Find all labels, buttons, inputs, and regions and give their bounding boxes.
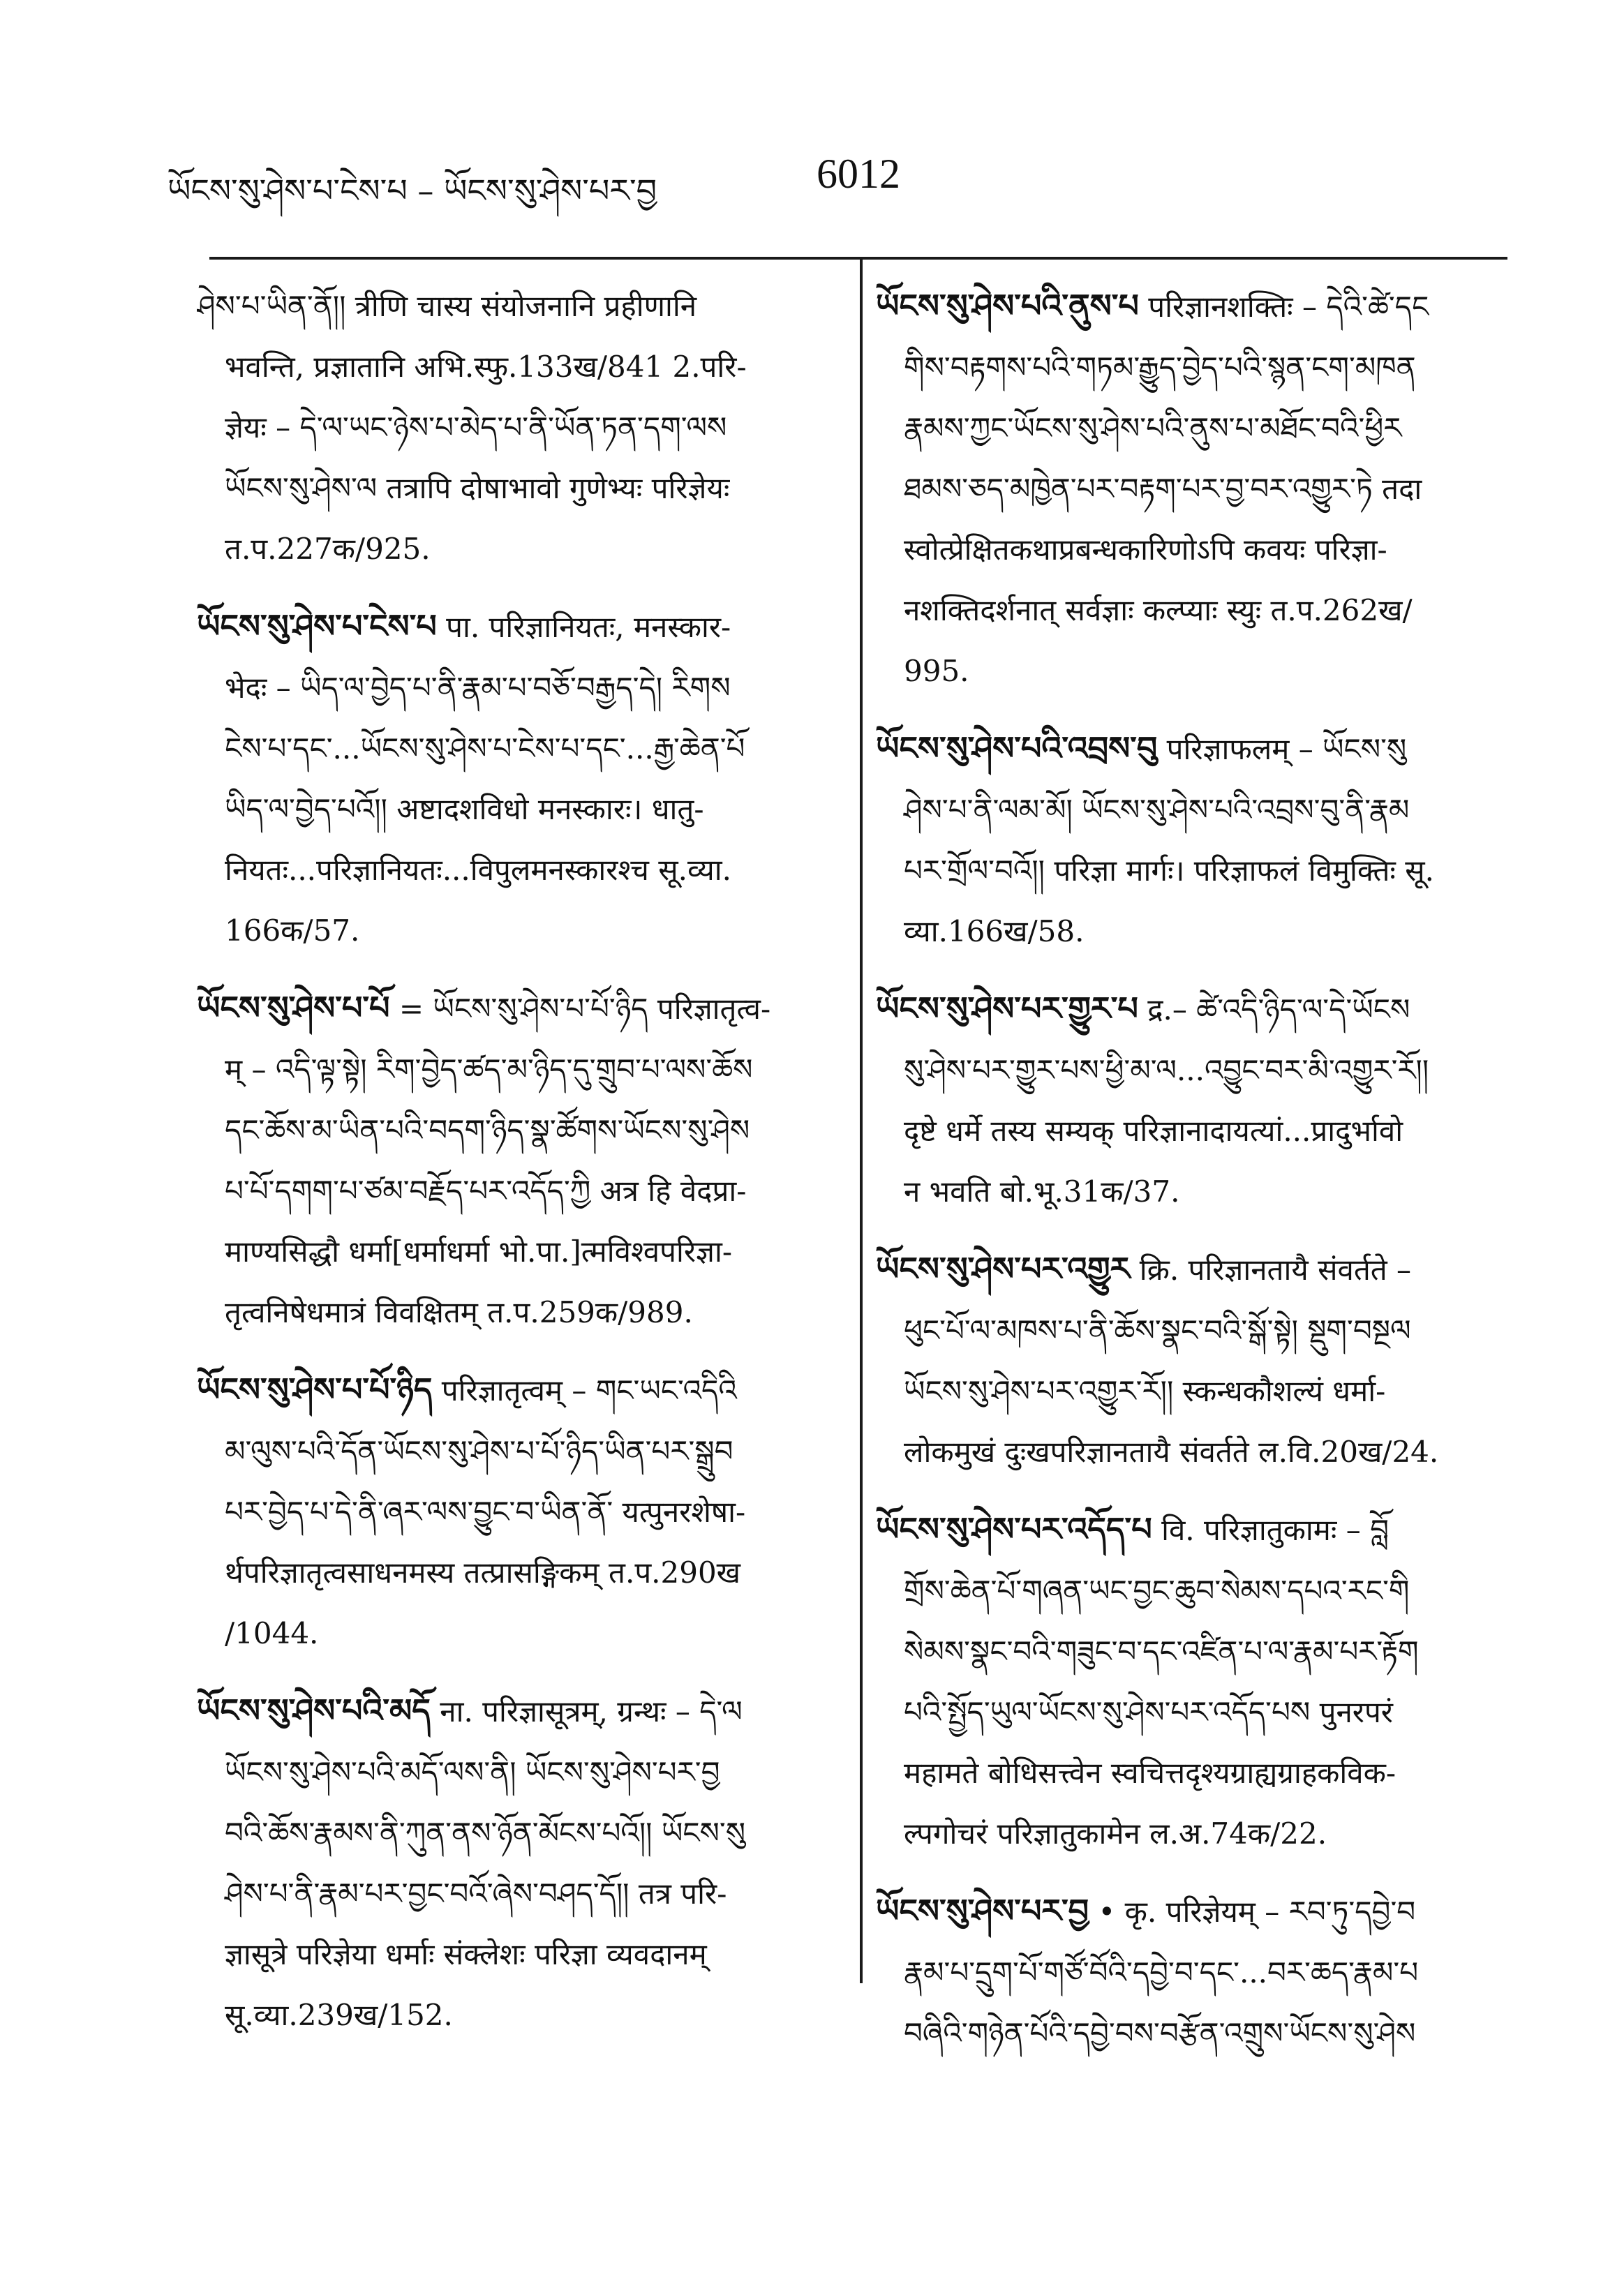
entry-line [197,1221,828,1282]
entry-line [876,337,1511,398]
entry-line [876,1100,1511,1161]
entry-text: ཐམས་ཅད་མཁྱེན་པར་བརྟག་པར་བྱ་བར་འགྱུར་ཏེ तदा [904,472,1422,506]
entry-headword: ཡོངས་སུ་ཤེས་པ་ངེས་པ [197,607,437,645]
entry-line [876,840,1511,901]
entry-text: सू.व्या.239ख/152. [225,1998,453,2032]
entry-text: ཡོངས་སུ་ཤེས་པར་འགྱུར་རོ།། स्कन्धकौशल्यं धर्मा- [904,1374,1386,1408]
entry-text: /1044. [225,1616,319,1650]
entry-line [876,1040,1511,1100]
entry-line [197,1160,828,1221]
entry-line [197,779,828,839]
entry-text: ཤེས་པ་ཡིན་ནོ།། त्रीणि चास्य संयोजनानि प्रहीणानि [197,289,697,323]
entry-text: གིས་བརྟགས་པའི་གཏམ་རྒྱུད་བྱེད་པའི་སྙན་ངག་མཁན [904,350,1416,385]
entry-text: भेदः – ཡིད་ལ་བྱེད་པ་ནི་རྣམ་པ་བཅོ་བརྒྱད་དེ། རིགས [225,671,731,705]
entry-line [197,657,828,718]
entry-text: द्र.– ཚེ་འདི་ཉིད་ལ་དེ་ཡོངས [1147,992,1410,1027]
entry-text: པ་པོ་དགག་པ་ཙམ་བརྗོད་པར་འདོད་ཀྱི अत्र हि वेदप्रा- [225,1174,747,1208]
entry-line [197,1603,828,1664]
entry-text: ཡིད་ལ་བྱེད་པའོ།། अष्टादशविधो मनस्कारः। धातु- [225,792,704,826]
entry-text: महामते बोधिसत्त्वेन स्वचित्तदृश्यग्राह्यग्राहकविक- [904,1756,1396,1790]
entry-line [197,1421,828,1481]
entry-line [876,1300,1511,1361]
entry-line [876,276,1511,337]
entry-text: नियतः...परिज्ञानियतः...विपुलमनस्कारश्च सू.व्या. [225,853,731,887]
entry-text: རྣམས་ཀྱང་ཡོངས་སུ་ཤེས་པའི་ནུས་པ་མཐོང་བའི་ཕྱིར [904,411,1402,445]
dictionary-entry [197,1680,828,2045]
entry-line [876,1942,1511,2003]
entry-headword: ཡོངས་སུ་ཤེས་པ་པོ [197,989,390,1027]
entry-text: ངེས་པ་དང་...ཡོངས་སུ་ཤེས་པ་ངེས་པ་དང་...རྒྱ་ཆེན་པོ [225,731,745,766]
entry-text: न भवति बो.भू.31क/37. [904,1174,1180,1209]
entry-text: རྣམ་པ་དྲུག་པོ་གཙོ་བོའི་དབྱེ་བ་དང་...བར་ཆད་རྣམ་པ [904,1955,1419,1990]
dictionary-entry [197,1359,828,1664]
entry-headword: ཡོངས་སུ་ཤེས་པའི་མདོ [197,1692,431,1729]
entry-text: तृत्वनिषेधमात्रं विवक्षितम् त.प.259क/989. [225,1295,693,1329]
entry-line [876,458,1511,519]
entry-line [876,1881,1511,1942]
entry-text: ཕུང་པོ་ལ་མཁས་པ་ནི་ཆོས་སྣང་བའི་སྒོ་སྟེ། སྡུག་བསྔལ [904,1313,1411,1348]
entry-line [197,718,828,779]
entry-line [197,458,828,518]
entry-text: र्थपरिज्ञातृत्वसाधनमस्य तत्प्रासङ्गिकम् त.प.290ख [225,1555,741,1590]
entry-text: दृष्टे धर्मे तस्य सम्यक् परिज्ञानादायत्यां...प्रादुर्भावो [904,1114,1403,1148]
entry-text: པའི་སྤྱོད་ཡུལ་ཡོངས་སུ་ཤེས་པར་འདོད་པས पुनरपरं [904,1695,1393,1729]
entry-text: स्वोत्प्रेक्षितकथाप्रबन्धकारिणोऽपि कवयः परिज्ञा- [904,532,1387,567]
page-number: 6012 [817,151,900,197]
dictionary-entry [197,978,828,1343]
entry-line [876,1621,1511,1682]
entry-headword: ཡོངས་སུ་ཤེས་པའི་འབྲས་བུ [876,729,1158,767]
entry-line [876,398,1511,458]
entry-line [197,900,828,961]
entry-text: म् – འདི་ལྟ་སྟེ། རིག་བྱེད་ཚད་མ་ཉིད་དུ་གྲུབ་པ་ལས་ཆོས [225,1052,753,1087]
entry-line [197,397,828,458]
entry-text: लोकमुखं दुःखपरिज्ञानतायै संवर्तते ल.वि.20ख/24. [904,1435,1439,1469]
entry-text: ज्ञेयः – དེ་ལ་ཡང་ཉེས་པ་མེད་པ་ནི་ཡོན་ཏན་དག་ལས [225,410,727,445]
entry-text: ཤེས་པ་ནི་རྣམ་པར་བྱང་བའོ་ཞེས་བཤད་དོ།། तत्र परि- [225,1876,727,1911]
entry-line [197,1924,828,1985]
entry-headword: ཡོངས་སུ་ཤེས་པར་བྱ [876,1892,1089,1930]
entry-line [876,580,1511,641]
entry-line [197,1542,828,1603]
entry-text: = ཡོངས་སུ་ཤེས་པ་པོ་ཉིད परिज्ञातृत्व- [398,992,771,1026]
dictionary-entry [197,276,828,579]
dictionary-entry [876,276,1511,701]
entry-text: क्रि. परिज्ञानतायै संवर्तते – [1139,1253,1412,1287]
entry-line [876,779,1511,840]
column-divider [860,260,863,1983]
entry-text: ཡོངས་སུ་ཤེས་པའི་མདོ་ལས་ནི། ཡོངས་སུ་ཤེས་པར་བྱ [225,1755,720,1789]
right-column [876,276,1511,2080]
entry-text: སུ་ཤེས་པར་གྱུར་པས་ཕྱི་མ་ལ...འབྱུང་བར་མི་འགྱུར་རོ།། [904,1053,1429,1087]
entry-text: परिज्ञातृत्वम् – གང་ཡང་འདིའི [441,1373,737,1408]
dictionary-entry [876,718,1511,962]
entry-line [197,1359,828,1421]
entry-line [197,839,828,900]
page-header [167,143,1466,220]
entry-line [876,2003,1511,2063]
entry-text: བའི་ཆོས་རྣམས་ནི་ཀུན་ནས་ཉོན་མོངས་པའོ།། ཡོངས་སུ [225,1816,746,1850]
entry-line [876,641,1511,701]
dictionary-entry [876,978,1511,1222]
entry-text: • कृ. परिज्ञेयम् – རབ་ཏུ་དབྱེ་བ [1098,1895,1416,1929]
entry-line [876,1361,1511,1421]
entry-text: ཡོངས་སུ་ཤེས་ལ तत्रापि दोषाभावो गुणेभ्यः परिज्ञेयः [225,471,730,505]
entry-text: ज्ञासूत्रे परिज्ञेया धर्माः संक्लेशः परिज्ञा व्यवदानम् [225,1937,707,1971]
entry-line [197,1100,828,1160]
entry-text: 166क/57. [225,913,360,948]
entry-text: 995. [904,654,969,688]
entry-text: པར་བྱེད་པ་དེ་ནི་ཞར་ལས་བྱུང་བ་ཡིན་ནོ་ यत्पुनरशेषा- [225,1495,746,1529]
entry-text: གྲོས་ཆེན་པོ་གཞན་ཡང་བྱང་ཆུབ་སེམས་དཔའ་རང་གི [904,1574,1410,1608]
entry-text: ཤེས་པ་ནི་ལམ་མོ། ཡོངས་སུ་ཤེས་པའི་འབྲས་བུ་ནི་རྣམ [904,793,1410,827]
entry-headword: ཡོངས་སུ་ཤེས་པར་འདོད་པ [876,1510,1152,1548]
entry-headword: ཡོངས་སུ་ཤེས་པར་གྱུར་པ [876,990,1138,1027]
entry-line [876,1560,1511,1621]
entry-text: བཞིའི་གཉེན་པོའི་དབྱེ་བས་བརྩོན་འགྲུས་ཡོངས་སུ་ཤེས [904,2016,1416,2050]
entry-line [876,519,1511,580]
entry-line [197,1985,828,2045]
running-head: ཡོངས་སུ་ཤེས་པ་ངེས་པ – ཡོངས་སུ་ཤེས་པར་བྱ [167,172,657,209]
entry-headword: ཡོངས་སུ་ཤེས་པར་འགྱུར [876,1250,1131,1287]
entry-text: भवन्ति, प्रज्ञातानि अभि.स्फु.133ख/841 2.परि- [225,350,747,384]
entry-line [197,978,828,1039]
entry-line [197,1039,828,1100]
entry-text: वि. परिज्ञातुकामः – བློ [1161,1513,1390,1547]
entry-line [197,1863,828,1924]
entry-text: परिज्ञाफलम् – ཡོངས་སུ [1166,732,1407,766]
entry-text: དང་ཆོས་མ་ཡིན་པའི་བདག་ཉིད་སྣ་ཚོགས་ཡོངས་སུ་ཤེས [225,1113,750,1147]
entry-text: ल्पगोचरं परिज्ञातुकामेन ल.अ.74क/22. [904,1816,1327,1851]
entry-line [876,1421,1511,1482]
entry-text: པར་གྲོལ་བའོ།། परिज्ञा मार्गः। परिज्ञाफलं विमुक्तिः सू. [904,853,1434,888]
entry-line [197,1680,828,1742]
entry-headword: ཡོངས་སུ་ཤེས་པའི་ནུས་པ [876,287,1139,324]
entry-line [876,901,1511,962]
left-column [197,276,828,2062]
entry-text: व्या.166ख/58. [904,914,1085,948]
entry-line [876,718,1511,779]
dictionary-entry [876,1239,1511,1482]
header-rule [209,257,1507,260]
entry-text: ना. परिज्ञासूत्रम्, ग्रन्थः – དེ་ལ [440,1694,743,1729]
entry-line [197,1802,828,1863]
dictionary-entry [876,1499,1511,1864]
entry-line [197,596,828,657]
dictionary-entry [876,1881,1511,2063]
entry-line [876,1239,1511,1300]
entry-text: नशक्तिदर्शनात् सर्वज्ञाः कल्प्याः स्युः त.प.262ख/ [904,593,1413,627]
entry-line [876,1161,1511,1222]
entry-text: མ་ལུས་པའི་དོན་ཡོངས་སུ་ཤེས་པ་པོ་ཉིད་ཡིན་པར་སྒྲུབ [225,1434,733,1468]
dictionary-entry [197,596,828,961]
entry-text: पा. परिज्ञानियतः, मनस्कार- [446,610,731,644]
entry-line [197,276,828,336]
entry-text: སེམས་སྣང་བའི་གཟུང་བ་དང་འཛིན་པ་ལ་རྣམ་པར་རྟོག [904,1634,1419,1669]
entry-line [876,1682,1511,1742]
entry-line [197,518,828,579]
entry-line [876,978,1511,1040]
entry-line [876,1742,1511,1803]
entry-headword: ཡོངས་སུ་ཤེས་པ་པོ་ཉིད [197,1371,433,1408]
entry-text: माण्यसिद्धौ धर्मा[धर्माधर्मा भो.पा.]त्मविश्वपरिज्ञा- [225,1234,733,1269]
entry-line [197,1481,828,1542]
entry-text: त.प.227क/925. [225,532,431,566]
entry-line [197,336,828,397]
entry-line [876,1499,1511,1560]
entry-text: परिज्ञानशक्तिः – དེའི་ཚེ་དང [1148,290,1429,324]
entry-line [876,1803,1511,1864]
entry-line [197,1742,828,1802]
entry-line [197,1282,828,1343]
